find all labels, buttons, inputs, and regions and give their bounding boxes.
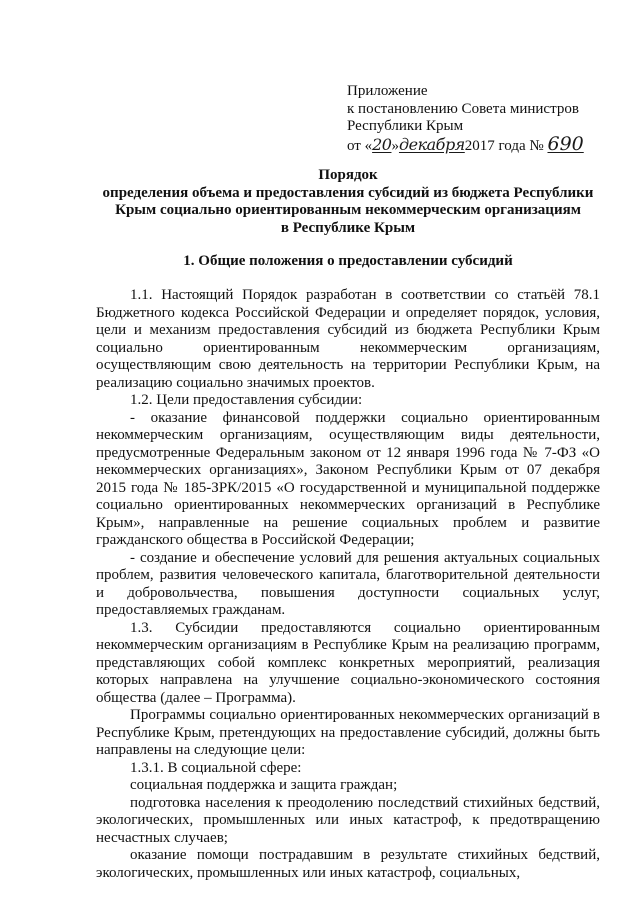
paragraph-goal-2: - создание и обеспечение условий для решения актуальных социальных проблем, развития человеческого капитала, благотворительной деятельности и добровольчества, повышения доступности социальных услуг, предоставляемых гражданам. [96,549,600,618]
date-close-quote: » [391,137,399,154]
appendix-resolution-ref: к постановлению Совета министров [347,100,579,117]
title-line-4: в Республике Крым [280,219,416,236]
handwritten-day: 20 [372,134,392,154]
paragraph-social-support: социальная поддержка и защита граждан; [130,777,398,793]
paragraph-disaster-preparation: подготовка населения к преодолению последствий стихийных бедствий, экологических, промышленных или иных катастроф, к предотвращению несчастных случаев; [96,794,600,846]
title-line-2: определения объема и предоставления субсидий из бюджета Республики [102,184,594,201]
date-prefix: от « [347,137,373,154]
handwritten-number: 690 [547,132,584,155]
title-line-1: Порядок [318,167,378,183]
appendix-region: Республики Крым [347,118,464,134]
paragraph-1-3: 1.3. Субсидии предоставляются социально ориентированным некоммерческим организациям в Республике Крым на реализацию программ, представляющих собой комплекс конкретных мероприятий, реализация которых направлена на улучшение социально-экономического состояния общества (далее – Программа). [96,619,600,706]
section-heading: 1. Общие положения о предоставлении субсидий [183,253,513,269]
paragraph-goal-1: - оказание финансовой поддержки социально ориентированным некоммерческим организациям, осуществляющим виды деятельности, предусмотренные Федеральным законом от 12 января 1996 года № 7-ФЗ «О некоммерческих организациях», Законом Республики Крым от 07 декабря 2015 года № 185-ЗРК/2015 «О государственной и муниципальной поддержке социально ориентированных некоммерческих организаций в Республике Крым», направленные на решение социальных проблем и развитие гражданского общества в Российской Федерации; [96,409,600,548]
handwritten-month: декабря [398,134,465,154]
date-year: 2017 года № [464,137,544,154]
title-line-3: Крым социально ориентированным некоммерческим организациям [115,202,581,218]
document-body [96,287,600,882]
appendix-date-line [347,132,637,156]
paragraph-victim-assistance: оказание помощи пострадавшим в результате стихийных бедствий, экологических, промышленных или иных катастроф, социальных, [96,847,600,881]
paragraph-1-1: 1.1. Настоящий Порядок разработан в соответствии со статьёй 78.1 Бюджетного кодекса Российской Федерации и определяет порядок, условия, цели и механизм предоставления субсидий из бюджета Республики Крым социально ориентированным некоммерческим организациям, осуществляющим свою деятельность на территории Республики Крым, на реализацию социально значимых проектов. [96,287,600,391]
paragraph-programs: Программы социально ориентированных некоммерческих организаций в Республике Крым, претендующих на предоставление субсидий, должны быть направлены на следующие цели: [96,707,600,758]
document-title [96,167,600,237]
paragraph-1-3-1: 1.3.1. В социальной сфере: [130,759,302,776]
appendix-label: Приложение [347,83,428,99]
appendix-block [347,83,637,155]
paragraph-1-2: 1.2. Цели предоставления субсидии: [130,392,363,408]
